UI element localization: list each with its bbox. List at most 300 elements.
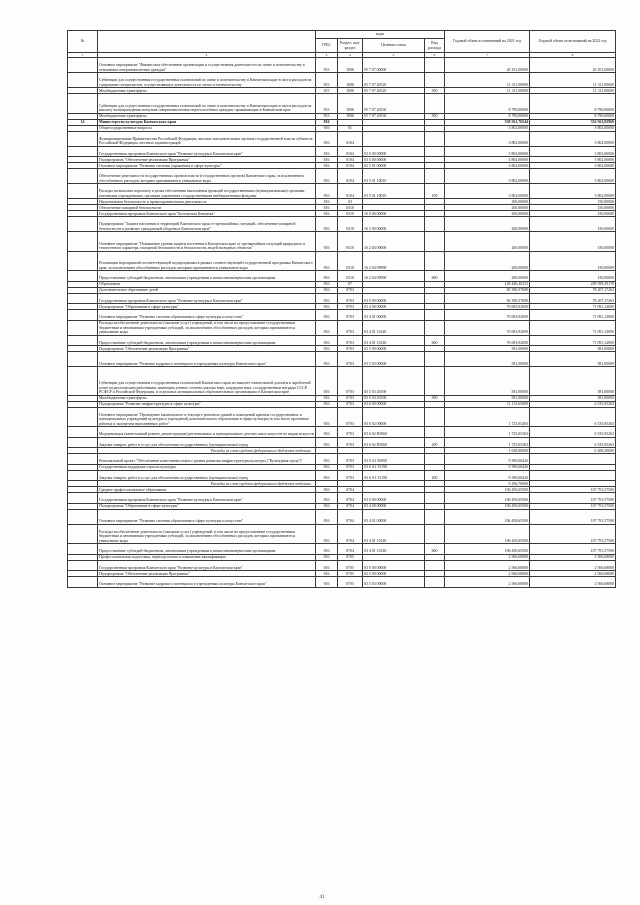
cell-expense-type-code: 200 xyxy=(425,470,445,481)
cell-grbs-code: 816 xyxy=(316,293,338,304)
cell-razdel-code: 1006 xyxy=(338,113,363,119)
cell-amount-2022: 2 566,68000 xyxy=(530,554,616,560)
cell-razdel-code: 0703 xyxy=(338,427,363,438)
cell-amount-2022: 150,00000 xyxy=(530,232,616,252)
column-group-codes: коды xyxy=(316,31,445,39)
column-number-5: 5 xyxy=(363,53,425,58)
cell-amount-2022: 107 791,57500 xyxy=(530,544,616,555)
cell-amount-2022: 3 802,00000 xyxy=(530,169,616,184)
page-number: 41 xyxy=(319,895,325,900)
cell-amount-2021: 70 693,92000 xyxy=(445,335,530,346)
cell-grbs-code: 816 xyxy=(316,571,338,577)
cell-amount-2022: 6 535,05263 xyxy=(530,427,616,438)
cell-grbs-code: 816 xyxy=(316,509,338,524)
cell-expense-name: Подпрограмма "Развитие инфраструктуры в сфере культуры" xyxy=(98,401,316,407)
cell-grbs-code: 815 xyxy=(316,88,338,94)
cell-amount-2022: 6 535,05263 xyxy=(530,437,616,448)
cell-grbs-code: 816 xyxy=(316,304,338,310)
cell-razdel-code: 0310 xyxy=(338,251,363,271)
cell-expense-name: Дополнительное образование детей xyxy=(98,287,316,293)
cell-expense-name: Обеспечение пожарной безопасности xyxy=(98,205,316,211)
cell-expense-name: Основное мероприятие "Проведение капитального и текущего ремонтов зданий и помещений краевых государственных и муниципальных учреждений культуры и учреждений дополнительного образования в сфере культуры (в том числе проектные работы) и экспертиза выполненных работ" xyxy=(98,407,316,427)
table-row xyxy=(68,320,616,335)
cell-razdel-code: 07 xyxy=(338,281,363,287)
cell-expense-name: Общегосударственные вопросы xyxy=(98,125,316,131)
cell-row-number xyxy=(68,131,98,146)
cell-amount-2021: 106 450,65500 xyxy=(445,544,530,555)
cell-grbs-code: 816 xyxy=(316,217,338,232)
table-row xyxy=(68,58,616,73)
cell-expense-name: Государственная программа Камчатского края "Развитие культуры в Камчатском крае" xyxy=(98,146,316,157)
cell-expense-type-code xyxy=(425,352,445,367)
cell-razdel-code: 0703 xyxy=(338,367,363,396)
cell-amount-2021: 581,00000 xyxy=(445,346,530,352)
cell-razdel-code: 0704 xyxy=(338,509,363,524)
cell-grbs-code: 816 xyxy=(316,577,338,588)
cell-amount-2021: 106 450,65500 xyxy=(445,487,530,493)
cell-razdel-code: 0310 xyxy=(338,217,363,232)
cell-target-article-code: 03 6 02 00000 xyxy=(363,407,425,427)
cell-expense-name: Государственная программа Камчатского края "Безопасная Камчатка" xyxy=(98,211,316,217)
cell-target-article-code: 03 0 00 00000 xyxy=(363,293,425,304)
cell-amount-2021: 8 790,00000 xyxy=(445,94,530,114)
cell-amount-2021: 2 566,68000 xyxy=(445,571,530,577)
table-row xyxy=(68,293,616,304)
cell-razdel-code: 0703 xyxy=(338,310,363,321)
cell-target-article-code: 03 6 00 00000 xyxy=(363,401,425,407)
column-number-3: 3 xyxy=(316,53,338,58)
cell-expense-name: Межбюджетные трансферты xyxy=(98,113,316,119)
cell-grbs-code: 815 xyxy=(316,113,338,119)
cell-amount-2021: 3 802,00000 xyxy=(445,125,530,131)
cell-amount-2022: 2 566,68000 xyxy=(530,571,616,577)
cell-grbs-code: 816 xyxy=(316,287,338,293)
table-row xyxy=(68,184,616,199)
cell-amount-2022: 150,00000 xyxy=(530,199,616,205)
cell-target-article-code: 05 7 07 40120 xyxy=(363,73,425,88)
cell-grbs-code: 816 xyxy=(316,281,338,287)
cell-row-number xyxy=(68,271,98,282)
cell-grbs-code: 816 xyxy=(316,146,338,157)
cell-expense-name: Субвенции для осуществления государственных полномочий по опеке и попечительству в Камчатском крае в части расходов на выплату вознаграждения опекунам совершеннолетних недееспособных граждан, проживающих в Камчатском крае xyxy=(98,94,316,114)
cell-grbs-code: 816 xyxy=(316,119,338,125)
cell-razdel-code: 0704 xyxy=(338,487,363,493)
budget-allocation-table xyxy=(67,30,616,588)
cell-expense-name: Субвенции для осуществления государственных полномочий по опеке и попечительству в Камчатском крае в части расходов на содержание специалистов, осуществляющих деятельность по опеке и попечительству xyxy=(98,73,316,88)
table-row xyxy=(68,427,616,438)
cell-razdel-code: 0703 xyxy=(338,437,363,448)
cell-grbs-code: 816 xyxy=(316,199,338,205)
column-number-8: 8 xyxy=(530,53,616,58)
cell-expense-name: Основное мероприятие "Развитие системы управления в сфере культуры" xyxy=(98,163,316,169)
cell-razdel-code: 03 xyxy=(338,199,363,205)
column-header-razdel: Раздел, под-раздел xyxy=(338,39,363,53)
cell-amount-2022: 6 535,05263 xyxy=(530,407,616,427)
cell-expense-type-code xyxy=(425,169,445,184)
cell-amount-2022: 581,00000 xyxy=(530,346,616,352)
table-row xyxy=(68,251,616,271)
table-row xyxy=(68,407,616,427)
cell-target-article-code: 03 5 00 00000 xyxy=(363,571,425,577)
cell-razdel-code: 0703 xyxy=(338,335,363,346)
table-row xyxy=(68,335,616,346)
cell-target-article-code: 05 7 07 40120 xyxy=(363,88,425,94)
cell-amount-2021: 9 390,60426 xyxy=(445,470,530,481)
cell-expense-type-code xyxy=(425,293,445,304)
cell-amount-2022: 71 091,12000 xyxy=(530,310,616,321)
cell-razdel-code: 0703 xyxy=(338,470,363,481)
column-header-number: № xyxy=(68,31,98,53)
cell-row-number xyxy=(68,454,98,465)
cell-expense-type-code xyxy=(425,509,445,524)
table-row xyxy=(68,544,616,555)
table-body xyxy=(68,58,616,588)
cell-grbs-code: 816 xyxy=(316,205,338,211)
cell-razdel-code: 0704 xyxy=(338,503,363,509)
cell-amount-2022: 20 101,00000 xyxy=(530,58,616,73)
table-header xyxy=(68,31,616,58)
cell-expense-name: Закупка товаров, работ и услуг для обеспечения государственных (муниципальных) нужд xyxy=(98,437,316,448)
column-header-name xyxy=(98,31,316,53)
cell-expense-name: Основное мероприятие "Повышение уровня защиты населения в Камчатском крае от чрезвычайных ситуаций природного и техногенного характера, пожарной безопасности и безопасности людей на водных объектах" xyxy=(98,232,316,252)
cell-amount-2021: 581,00000 xyxy=(445,367,530,396)
table-row xyxy=(68,271,616,282)
table-row xyxy=(68,577,616,588)
cell-expense-name: Расходы за счет средств федерального бюджета отдельно xyxy=(98,448,316,454)
cell-amount-2022: 8 790,00000 xyxy=(530,94,616,114)
cell-expense-name: Функционирование Правительства Российской Федерации, высших исполнительных органов государственной власти субъектов Российской Федерации, местных администраций xyxy=(98,131,316,146)
cell-target-article-code: 03 0 00 00000 xyxy=(363,493,425,504)
cell-row-number xyxy=(68,470,98,481)
cell-amount-2021: 20 101,00000 xyxy=(445,58,530,73)
cell-razdel-code: 0104 xyxy=(338,163,363,169)
cell-razdel-code: 0104 xyxy=(338,157,363,163)
table-row xyxy=(68,524,616,544)
cell-amount-2021: 106 450,65500 xyxy=(445,509,530,524)
cell-amount-2021: 70 693,92000 xyxy=(445,320,530,335)
cell-amount-2022: 150,00000 xyxy=(530,217,616,232)
cell-target-article-code: 16 0 00 00000 xyxy=(363,211,425,217)
cell-expense-type-code xyxy=(425,454,445,465)
cell-grbs-code: 816 xyxy=(316,454,338,465)
table-row xyxy=(68,217,616,232)
cell-amount-2022: 3 802,00000 xyxy=(530,131,616,146)
cell-expense-name: Обеспечение деятельности государственных органов власти (государственных органов) Камчатского края, за исключением обособленных расходов, которым присваиваются уникальные коды xyxy=(98,169,316,184)
cell-amount-2021: 70 693,92000 xyxy=(445,310,530,321)
cell-row-number xyxy=(68,217,98,232)
cell-expense-name: Министерство культуры Камчатского края xyxy=(98,119,316,125)
cell-target-article-code: 05 7 07 40130 xyxy=(363,94,425,114)
cell-razdel-code: 0703 xyxy=(338,346,363,352)
cell-row-number xyxy=(68,310,98,321)
column-header-year-2021: Годовой объем ассигнований на 2021 год xyxy=(445,31,530,53)
cell-target-article-code: 03 5 01 10010 xyxy=(363,169,425,184)
cell-target-article-code: 03 4 00 00000 xyxy=(363,503,425,509)
cell-amount-2021: 128 440,40253 xyxy=(445,281,530,287)
cell-expense-name: Государственная поддержка отрасли культуры xyxy=(98,464,316,470)
cell-target-article-code: 03 0 00 00000 xyxy=(363,560,425,571)
cell-amount-2022: 3 802,00000 xyxy=(530,163,616,169)
cell-expense-name: Государственная программа Камчатского края "Развитие культуры в Камчатском крае" xyxy=(98,293,316,304)
cell-razdel-code: 0704 xyxy=(338,493,363,504)
cell-expense-name: Основное мероприятие "Финансовое обеспечение организации и осуществления деятельности по опеке и попечительству в отношении совершеннолетних граждан" xyxy=(98,58,316,73)
cell-grbs-code: 816 xyxy=(316,320,338,335)
cell-amount-2022: 2 566,68000 xyxy=(530,560,616,571)
table-row xyxy=(68,509,616,524)
cell-target-article-code: 03 4 01 10140 xyxy=(363,335,425,346)
cell-target-article-code: 03 5 00 00000 xyxy=(363,157,425,163)
cell-amount-2021: 1 725,05263 xyxy=(445,407,530,427)
cell-grbs-code: 816 xyxy=(316,503,338,509)
column-header-expense-type: Вид расхода xyxy=(425,39,445,53)
cell-expense-name: Реализация мероприятий соответствующей подпрограммы в рамках соответствующей государственной программы Камчатского края, за исключением обособленных расходов, которым присваиваются уникальные коды xyxy=(98,251,316,271)
cell-row-number xyxy=(68,427,98,438)
cell-razdel-code: 1006 xyxy=(338,58,363,73)
cell-amount-2021: 200,00000 xyxy=(445,217,530,232)
cell-amount-2022: 107 791,57500 xyxy=(530,487,616,493)
cell-row-number xyxy=(68,73,98,88)
cell-razdel-code: 0310 xyxy=(338,211,363,217)
cell-expense-type-code xyxy=(425,94,445,114)
cell-grbs-code: 816 xyxy=(316,211,338,217)
cell-expense-type-code xyxy=(425,427,445,438)
cell-amount-2021: 9 296,70000 xyxy=(445,481,530,487)
cell-grbs-code: 816 xyxy=(316,367,338,396)
cell-expense-type-code xyxy=(425,310,445,321)
cell-row-number xyxy=(68,524,98,544)
cell-amount-2022: 11 311,00000 xyxy=(530,73,616,88)
cell-razdel-code: 0703 xyxy=(338,320,363,335)
cell-expense-type-code xyxy=(425,131,445,146)
column-number-4: 4 xyxy=(338,53,363,58)
cell-amount-2021: 1 725,05263 xyxy=(445,427,530,438)
cell-expense-type-code xyxy=(425,58,445,73)
cell-amount-2021: 2 566,68000 xyxy=(445,554,530,560)
cell-amount-2021: 1 638,80000 xyxy=(445,448,530,454)
cell-target-article-code: 03 5 03 40190 xyxy=(363,367,425,396)
cell-expense-type-code xyxy=(425,407,445,427)
column-number-7: 7 xyxy=(445,53,530,58)
cell-grbs-code: 816 xyxy=(316,352,338,367)
cell-expense-name: Межбюджетные трансферты xyxy=(98,395,316,401)
cell-amount-2021: 200,00000 xyxy=(445,271,530,282)
cell-expense-type-code: 200 xyxy=(425,437,445,448)
cell-amount-2021: 3 802,00000 xyxy=(445,157,530,163)
cell-row-number xyxy=(68,493,98,504)
cell-expense-type-code: 500 xyxy=(425,88,445,94)
cell-amount-2021: 106 450,65500 xyxy=(445,493,530,504)
cell-amount-2022: 6 535,05263 xyxy=(530,401,616,407)
table-row xyxy=(68,146,616,157)
cell-amount-2022: 107 791,57500 xyxy=(530,503,616,509)
cell-expense-name: Подпрограмма "Обеспечение реализации Программы" xyxy=(98,346,316,352)
table-row xyxy=(68,131,616,146)
column-number-2: 2 xyxy=(98,53,316,58)
cell-amount-2021: 581,00000 xyxy=(445,395,530,401)
cell-amount-2022: 209 599,39170 xyxy=(530,281,616,287)
cell-grbs-code: 816 xyxy=(316,437,338,448)
cell-expense-name: Расходы за счет средств федерального бюджета отдельно xyxy=(98,481,316,487)
cell-target-article-code: 16 2 00 00000 xyxy=(363,217,425,232)
cell-expense-type-code xyxy=(425,217,445,232)
cell-expense-type-code xyxy=(425,493,445,504)
cell-grbs-code: 816 xyxy=(316,560,338,571)
cell-row-number xyxy=(68,251,98,271)
cell-amount-2021: 82 390,57689 xyxy=(445,293,530,304)
cell-razdel-code: 0705 xyxy=(338,560,363,571)
cell-grbs-code: 816 xyxy=(316,407,338,427)
cell-row-number xyxy=(68,184,98,199)
cell-amount-2021: 200,00000 xyxy=(445,199,530,205)
cell-row-number xyxy=(68,437,98,448)
cell-expense-type-code xyxy=(425,577,445,588)
cell-row-number xyxy=(68,352,98,367)
cell-row-number xyxy=(68,367,98,396)
cell-row-number xyxy=(68,544,98,555)
cell-grbs-code: 816 xyxy=(316,184,338,199)
cell-row-number xyxy=(68,169,98,184)
cell-target-article-code: 03 5 00 00000 xyxy=(363,346,425,352)
cell-grbs-code: 816 xyxy=(316,427,338,438)
table-row xyxy=(68,493,616,504)
cell-amount-2022: 150,00000 xyxy=(530,205,616,211)
cell-grbs-code: 816 xyxy=(316,464,338,470)
cell-razdel-code: 0704 xyxy=(338,524,363,544)
cell-amount-2022: 8 790,00000 xyxy=(530,113,616,119)
cell-amount-2021: 8 790,00000 xyxy=(445,113,530,119)
column-number-1: 1 xyxy=(68,53,98,58)
table-row xyxy=(68,560,616,571)
cell-expense-type-code: 600 xyxy=(425,271,445,282)
table-row xyxy=(68,454,616,465)
cell-amount-2022: 3 802,00000 xyxy=(530,125,616,131)
table-row xyxy=(68,310,616,321)
cell-amount-2022: 581,00000 xyxy=(530,367,616,396)
cell-expense-type-code xyxy=(425,560,445,571)
cell-razdel-code: 0703 xyxy=(338,395,363,401)
cell-amount-2022: 71 091,12000 xyxy=(530,335,616,346)
cell-razdel-code: 0104 xyxy=(338,184,363,199)
table-row xyxy=(68,437,616,448)
cell-expense-type-code xyxy=(425,232,445,252)
cell-razdel-code: 0705 xyxy=(338,554,363,560)
cell-grbs-code: 816 xyxy=(316,487,338,493)
cell-razdel-code: 0703 xyxy=(338,401,363,407)
cell-row-number xyxy=(68,320,98,335)
cell-target-article-code xyxy=(363,131,425,146)
cell-amount-2022: 3 802,00000 xyxy=(530,184,616,199)
cell-amount-2022: 107 791,57500 xyxy=(530,493,616,504)
cell-expense-name: Предоставление субсидий бюджетным, автономным учреждениям и иным некоммерческим организациям xyxy=(98,271,316,282)
cell-amount-2022: 3 802,00000 xyxy=(530,157,616,163)
cell-razdel-code: 0104 xyxy=(338,146,363,157)
cell-grbs-code: 815 xyxy=(316,58,338,73)
cell-grbs-code: 816 xyxy=(316,395,338,401)
cell-razdel-code: 0705 xyxy=(338,571,363,577)
cell-grbs-code: 816 xyxy=(316,470,338,481)
cell-amount-2022: 6 208,30000 xyxy=(530,448,616,454)
cell-target-article-code: 16 2 04 09990 xyxy=(363,271,425,282)
table-row xyxy=(68,169,616,184)
cell-target-article-code: 03 4 01 10140 xyxy=(363,524,425,544)
cell-expense-name: Расходы на обеспечение деятельности (оказание услуг) учреждений, в том числе на предоставление государственным бюджетным и автономным учреждениям субсидий, за исключением обособленных расходов, которым присваиваются уникальные коды xyxy=(98,524,316,544)
cell-target-article-code: 03 6 A1 55190 xyxy=(363,464,425,470)
cell-amount-2022: 107 791,57500 xyxy=(530,524,616,544)
cell-amount-2021: 581,00000 xyxy=(445,352,530,367)
table-row xyxy=(68,94,616,114)
cell-amount-2021: 200,00000 xyxy=(445,205,530,211)
cell-amount-2021: 3 802,00000 xyxy=(445,163,530,169)
cell-expense-name: Основное мероприятие "Развитие системы образования в сфере культуры и искусства" xyxy=(98,509,316,524)
column-header-target-article: Целевая статья xyxy=(363,39,425,53)
cell-target-article-code: 03 4 01 10140 xyxy=(363,320,425,335)
cell-target-article-code: 16 2 04 09990 xyxy=(363,251,425,271)
cell-razdel-code: 0703 xyxy=(338,454,363,465)
cell-expense-name: Основное мероприятие "Развитие кадрового потенциала в учреждениях культуры Камчатского края" xyxy=(98,577,316,588)
cell-grbs-code: 816 xyxy=(316,163,338,169)
cell-razdel-code: 01 xyxy=(338,125,363,131)
cell-expense-name: Профессиональная подготовка, переподготовка и повышение квалификации xyxy=(98,554,316,560)
cell-expense-name: Субвенции для осуществления государственных полномочий Камчатского края по выплате ежемесячной доплаты к заработной плате педагогическим работникам, имеющим ученые степени доктора наук, кандидата наук, государственные награды СССР, РСФСР и Российской Федерации, в отдельных муниципальных образовательных организациях в Камчатском крае xyxy=(98,367,316,396)
cell-amount-2021: 200,00000 xyxy=(445,251,530,271)
cell-grbs-code: 816 xyxy=(316,346,338,352)
cell-expense-type-code xyxy=(425,524,445,544)
cell-amount-2021: 106 450,65500 xyxy=(445,503,530,509)
cell-expense-name: Государственная программа Камчатского края "Развитие культуры в Камчатском крае" xyxy=(98,560,316,571)
cell-expense-name: Подпрограмма "Защита населения и территорий Камчатского края от чрезвычайных ситуаций, обеспечение пожарной безопасности и развитие гражданской обороны в Камчатском крае" xyxy=(98,217,316,232)
cell-amount-2021: 11 311,00000 xyxy=(445,73,530,88)
cell-target-article-code: 03 5 03 00000 xyxy=(363,577,425,588)
cell-expense-name: Подпрограмма "Образование в сфере культуры" xyxy=(98,503,316,509)
cell-grbs-code: 815 xyxy=(316,94,338,114)
cell-target-article-code: 03 4 01 00000 xyxy=(363,509,425,524)
cell-expense-name: Подпрограмма "Обеспечение реализации Программы" xyxy=(98,571,316,577)
cell-amount-2021: 200,00000 xyxy=(445,211,530,217)
cell-grbs-code: 816 xyxy=(316,271,338,282)
cell-razdel-code: 1006 xyxy=(338,73,363,88)
cell-grbs-code: 816 xyxy=(316,251,338,271)
cell-razdel-code: 0310 xyxy=(338,271,363,282)
cell-razdel-code: 0104 xyxy=(338,131,363,146)
cell-expense-type-code xyxy=(425,146,445,157)
cell-razdel-code: 0703 xyxy=(338,352,363,367)
cell-amount-2021: 2 566,68000 xyxy=(445,560,530,571)
cell-razdel-code: 1006 xyxy=(338,88,363,94)
table-row xyxy=(68,367,616,396)
cell-row-number xyxy=(68,94,98,114)
cell-target-article-code: 05 7 07 00000 xyxy=(363,58,425,73)
cell-expense-name: Межбюджетные трансферты xyxy=(98,88,316,94)
cell-target-article-code: 03 4 01 00000 xyxy=(363,310,425,321)
cell-amount-2022 xyxy=(530,454,616,465)
cell-target-article-code: 03 5 03 40190 xyxy=(363,395,425,401)
cell-grbs-code: 816 xyxy=(316,335,338,346)
cell-expense-name: Подпрограмма "Обеспечение реализации Программы" xyxy=(98,157,316,163)
cell-target-article-code: 03 6 A1 00000 xyxy=(363,454,425,465)
cell-expense-name: Подпрограмма "Образование в сфере культуры" xyxy=(98,304,316,310)
cell-row-number xyxy=(68,146,98,157)
cell-amount-2022 xyxy=(530,470,616,481)
cell-grbs-code: 816 xyxy=(316,554,338,560)
cell-amount-2022: 2 566,68000 xyxy=(530,577,616,588)
cell-expense-type-code: 100 xyxy=(425,184,445,199)
cell-row-number xyxy=(68,58,98,73)
cell-expense-type-code: 500 xyxy=(425,113,445,119)
cell-amount-2022: 150,00000 xyxy=(530,211,616,217)
cell-amount-2022: 107 791,57500 xyxy=(530,509,616,524)
cell-amount-2022: 71 091,12000 xyxy=(530,304,616,310)
cell-target-article-code: 03 6 02 R3060 xyxy=(363,437,425,448)
